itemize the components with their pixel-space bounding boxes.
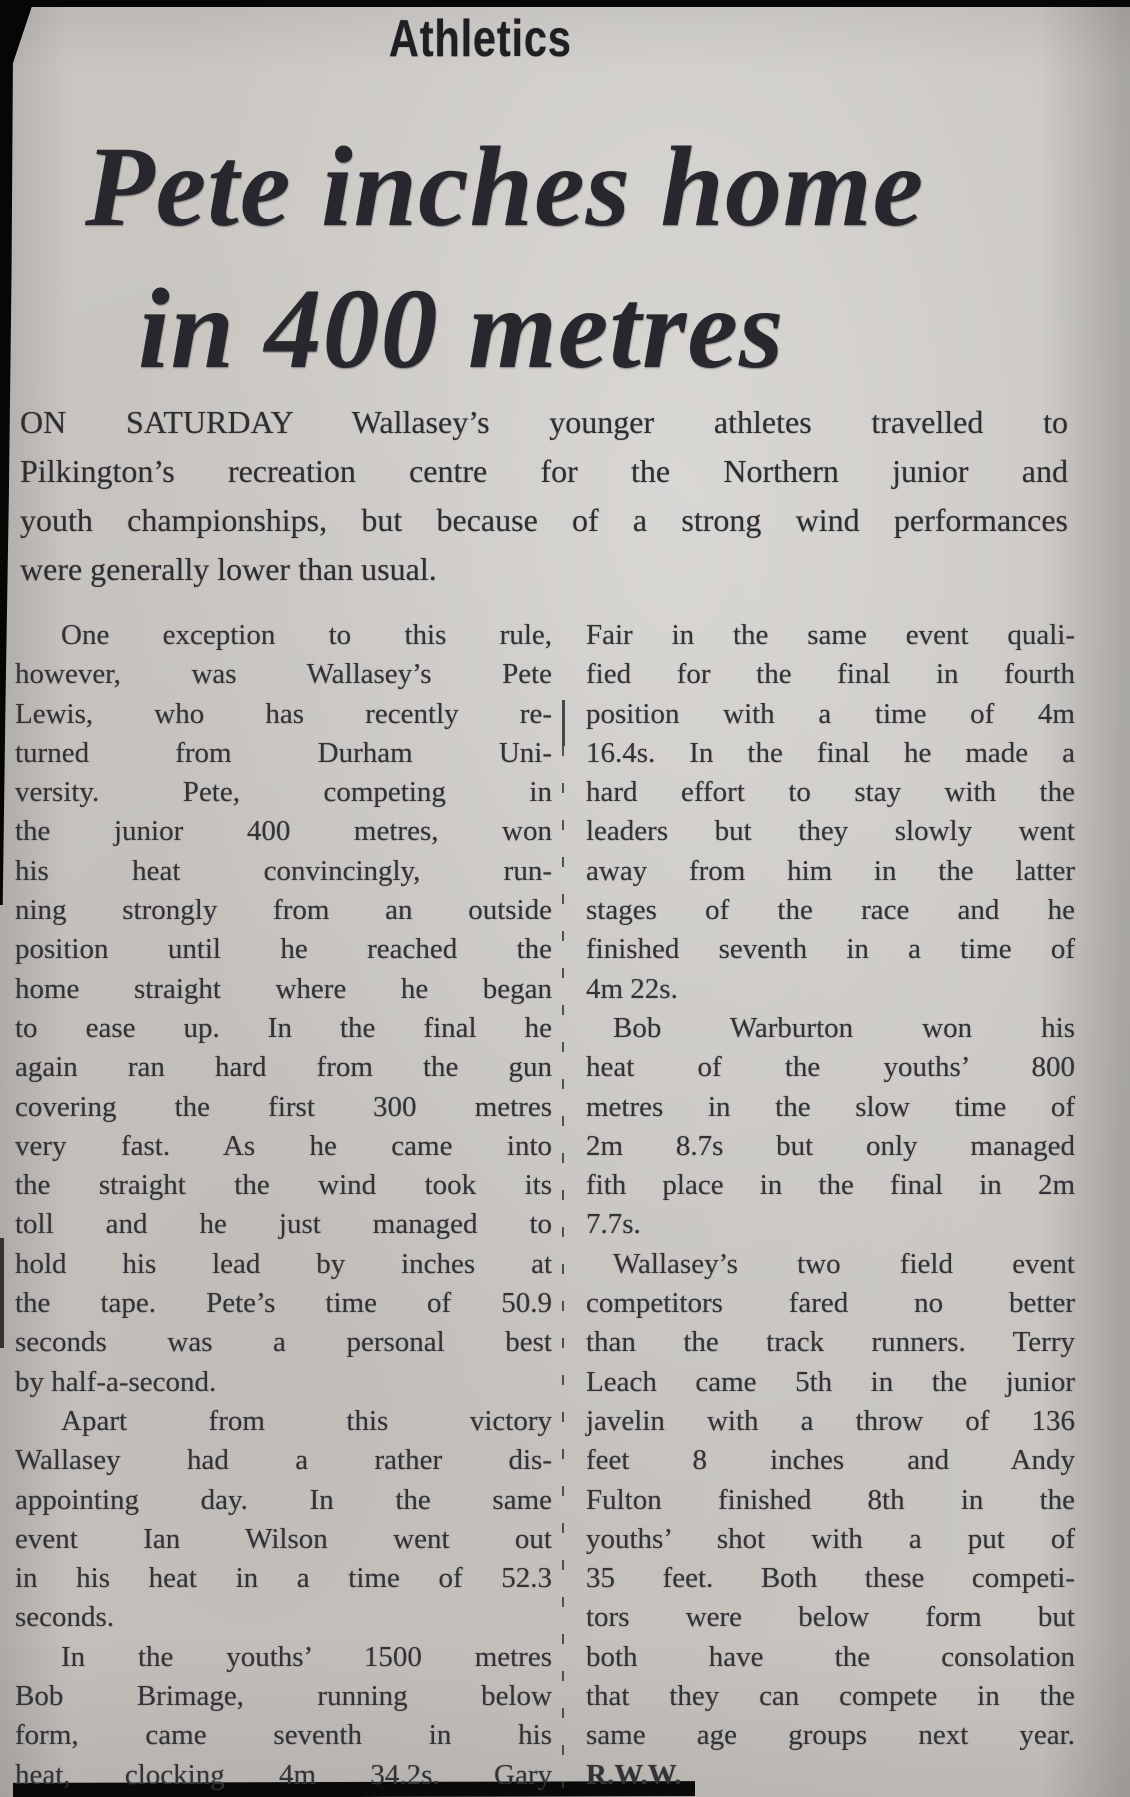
lead-paragraph <box>20 398 1068 594</box>
body-line: again ran hard from the gun <box>15 1051 552 1084</box>
body-line: Wallasey had a rather dis- <box>15 1444 552 1477</box>
body-line: 4m 22s. <box>586 972 678 1005</box>
body-line: his heat convincingly, run- <box>15 854 552 887</box>
scan-top-border <box>0 0 1130 7</box>
body-line: leaders but they slowly went <box>586 815 1075 848</box>
body-line: than the track runners. Terry <box>586 1326 1075 1359</box>
body-line: Bob Brimage, running below <box>15 1680 552 1713</box>
body-line: competitors fared no better <box>586 1287 1075 1320</box>
body-line: metres in the slow time of <box>586 1090 1075 1123</box>
body-line: 2m 8.7s but only managed <box>586 1129 1075 1162</box>
body-line: the straight the wind took its <box>15 1169 552 1202</box>
body-line: toll and he just managed to <box>15 1208 552 1241</box>
body-line: fied for the final in fourth <box>586 658 1075 691</box>
body-line: hold his lead by inches at <box>15 1247 552 1280</box>
body-line: hard effort to stay with the <box>586 776 1075 809</box>
body-line: Leach came 5th in the junior <box>586 1365 1075 1398</box>
body-line: heat of the youths’ 800 <box>586 1051 1075 1084</box>
body-line: by half-a-second. <box>15 1365 217 1398</box>
body-line: In the youths’ 1500 metres <box>61 1640 552 1673</box>
body-line: same age groups next year. <box>586 1719 1075 1752</box>
lead-line: ON SATURDAY Wallasey’s younger athletes travelled to <box>20 404 1068 440</box>
lead-line: youth championships, but because of a strong wind performances <box>20 502 1068 538</box>
body-line: however, was Wallasey’s Pete <box>15 658 552 691</box>
lead-line: were generally lower than usual. <box>20 551 437 587</box>
body-line: event Ian Wilson went out <box>15 1522 552 1555</box>
headline-line-1: Pete inches home <box>85 123 925 250</box>
scan-left-mark <box>0 1238 4 1348</box>
body-line: that they can compete in the <box>586 1680 1075 1713</box>
body-line: 35 feet. Both these competi- <box>586 1562 1075 1595</box>
body-line: javelin with a throw of 136 <box>586 1404 1075 1437</box>
section-kicker-wrap <box>0 8 960 70</box>
body-line: 16.4s. In the final he made a <box>586 736 1075 769</box>
body-line: tors were below form but <box>586 1601 1075 1634</box>
body-line: seconds was a personal best <box>15 1326 552 1359</box>
section-kicker: Athletics <box>388 10 572 68</box>
article-columns <box>15 616 1075 1795</box>
body-line: very fast. As he came into <box>15 1129 552 1162</box>
body-line: both have the consolation <box>586 1640 1075 1673</box>
body-line: finished seventh in a time of <box>586 933 1075 966</box>
body-line: ning strongly from an outside <box>15 894 552 927</box>
lead-line: Pilkington’s recreation centre for the Northern junior and <box>20 453 1068 489</box>
body-line: Wallasey’s two field event <box>613 1247 1075 1280</box>
body-line: heat, clocking 4m 34.2s. Gary <box>15 1758 552 1791</box>
right-column <box>586 616 1075 1795</box>
body-line: Fair in the same event quali- <box>586 619 1075 651</box>
body-line: versity. Pete, competing in <box>15 776 552 809</box>
body-line: feet 8 inches and Andy <box>586 1444 1075 1477</box>
body-line: position with a time of 4m <box>586 697 1075 730</box>
body-line: Fulton finished 8th in the <box>586 1483 1075 1516</box>
body-line: the junior 400 metres, won <box>15 815 552 848</box>
body-line: form, came seventh in his <box>15 1719 552 1752</box>
body-line: Lewis, who has recently re- <box>15 697 552 730</box>
body-line: Apart from this victory <box>61 1404 552 1437</box>
body-line: 7.7s. <box>586 1208 641 1241</box>
body-line: in his heat in a time of 52.3 <box>15 1562 552 1595</box>
body-line: seconds. <box>15 1601 115 1634</box>
body-line: position until he reached the <box>15 933 552 966</box>
body-line: home straight where he began <box>15 972 552 1005</box>
body-line: youths’ shot with a put of <box>586 1522 1075 1555</box>
body-line: turned from Durham Uni- <box>15 736 552 769</box>
author-signature: R.W.W. <box>586 1758 682 1791</box>
left-column <box>15 616 552 1795</box>
body-line: the tape. Pete’s time of 50.9 <box>15 1287 552 1320</box>
body-line: away from him in the latter <box>586 854 1075 887</box>
body-line: One exception to this rule, <box>61 619 552 651</box>
body-line: covering the first 300 metres <box>15 1090 552 1123</box>
headline <box>0 116 1130 400</box>
body-line: stages of the race and he <box>586 894 1075 927</box>
body-line: to ease up. In the final he <box>15 1011 552 1044</box>
body-line: Bob Warburton won his <box>613 1011 1075 1044</box>
body-line: fith place in the final in 2m <box>586 1169 1075 1202</box>
headline-line-2: in 400 metres <box>138 265 785 392</box>
body-line: appointing day. In the same <box>15 1483 552 1516</box>
